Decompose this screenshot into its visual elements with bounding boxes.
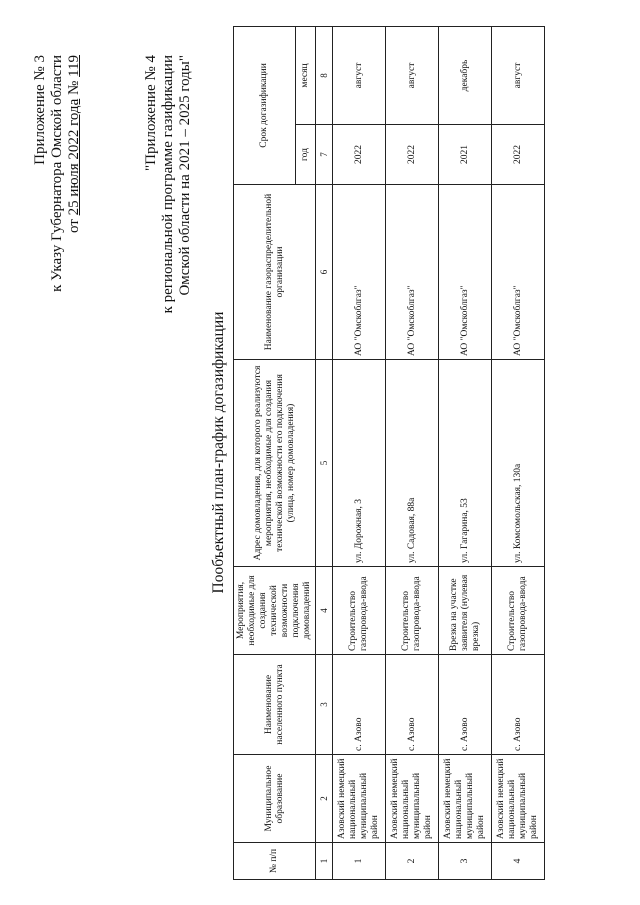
cell-organization: АО "Омскоблгаз" (386, 185, 439, 360)
table-row (439, 26, 492, 879)
cell-address: ул. Комсомольская, 130а (492, 360, 545, 567)
table-row (492, 26, 545, 879)
cell-month: август (333, 26, 386, 124)
cell-address: ул. Гагарина, 53 (439, 360, 492, 567)
cell-measures: Строительство газопровода-ввода (386, 567, 439, 655)
appendix-3-line3 (66, 55, 83, 292)
cell-month: декабрь (439, 26, 492, 124)
column-number: 2 (316, 755, 333, 843)
appendix-4-line3: Омской области на 2021 – 2025 годы" (177, 55, 193, 296)
col-header-municipality: Муниципальное образование (234, 755, 316, 843)
table-row (333, 26, 386, 879)
cell-month: август (386, 26, 439, 124)
appendix-3-num-prefix: № (66, 76, 82, 99)
cell-municipality: Азовский немецкий национальный муниципальный район (492, 755, 545, 843)
col-header-num: № п/п (234, 843, 316, 880)
col-header-deadline: Срок догазификации (234, 26, 296, 184)
col-header-organization: Наименование газораспределительной организации (234, 185, 316, 360)
col-header-measures: Мероприятия, необходимые для создания технической возможности подключения домовладений (234, 567, 316, 655)
cell-year: 2022 (492, 125, 545, 185)
col-header-month: месяц (295, 26, 315, 124)
cell-num: 4 (492, 843, 545, 880)
table-row (386, 26, 439, 879)
column-number-row (316, 26, 333, 879)
cell-settlement: с. Азово (492, 655, 545, 755)
appendix-3-number: 119 (66, 55, 82, 77)
cell-settlement: с. Азово (386, 655, 439, 755)
cell-settlement: с. Азово (439, 655, 492, 755)
cell-address: ул. Садовая, 88а (386, 360, 439, 567)
document-title: Пообъектный план-график догазификации (210, 311, 227, 594)
cell-measures: Врезка на участке заявителя (нулевая врезка) (439, 567, 492, 655)
schedule-table (233, 26, 545, 880)
col-header-year: год (295, 125, 315, 185)
cell-organization: АО "Омскоблгаз" (333, 185, 386, 360)
cell-settlement: с. Азово (333, 655, 386, 755)
column-number: 7 (316, 125, 333, 185)
col-header-settlement: Наименование населенного пункта (234, 655, 316, 755)
cell-municipality: Азовский немецкий национальный муниципальный район (333, 755, 386, 843)
cell-num: 1 (333, 843, 386, 880)
column-number: 1 (316, 843, 333, 880)
appendix-3-from: от (66, 215, 82, 234)
column-number: 3 (316, 655, 333, 755)
appendix-3-date: 25 июля 2022 года (66, 98, 82, 216)
header-row (234, 26, 296, 879)
cell-address: ул. Дорожная, 3 (333, 360, 386, 567)
cell-num: 3 (439, 843, 492, 880)
cell-organization: АО "Омскоблгаз" (439, 185, 492, 360)
column-number: 5 (316, 360, 333, 567)
column-number: 8 (316, 26, 333, 124)
appendix-3-line2: к Указу Губернатора Омской области (49, 55, 65, 292)
cell-year: 2021 (439, 125, 492, 185)
cell-num: 2 (386, 843, 439, 880)
cell-year: 2022 (386, 125, 439, 185)
appendix-4-line2: к региональной программе газификации (160, 55, 176, 314)
cell-organization: АО "Омскоблгаз" (492, 185, 545, 360)
appendix-3-header (32, 55, 83, 292)
col-header-address: Адрес домовладения, для которого реализуются мероприятия, необходимые для создания технической возможности его подключения (улица, номер домовладения) (234, 360, 316, 567)
cell-municipality: Азовский немецкий национальный муниципальный район (386, 755, 439, 843)
appendix-4-line1: "Приложение № 4 (143, 55, 159, 171)
cell-month: август (492, 26, 545, 124)
appendix-4-header (143, 55, 194, 313)
cell-year: 2022 (333, 125, 386, 185)
cell-measures: Строительство газопровода-ввода (492, 567, 545, 655)
cell-municipality: Азовский немецкий национальный муниципальный район (439, 755, 492, 843)
column-number: 4 (316, 567, 333, 655)
appendix-3-line1: Приложение № 3 (32, 55, 48, 165)
column-number: 6 (316, 185, 333, 360)
cell-measures: Строительство газопровода-ввода (333, 567, 386, 655)
